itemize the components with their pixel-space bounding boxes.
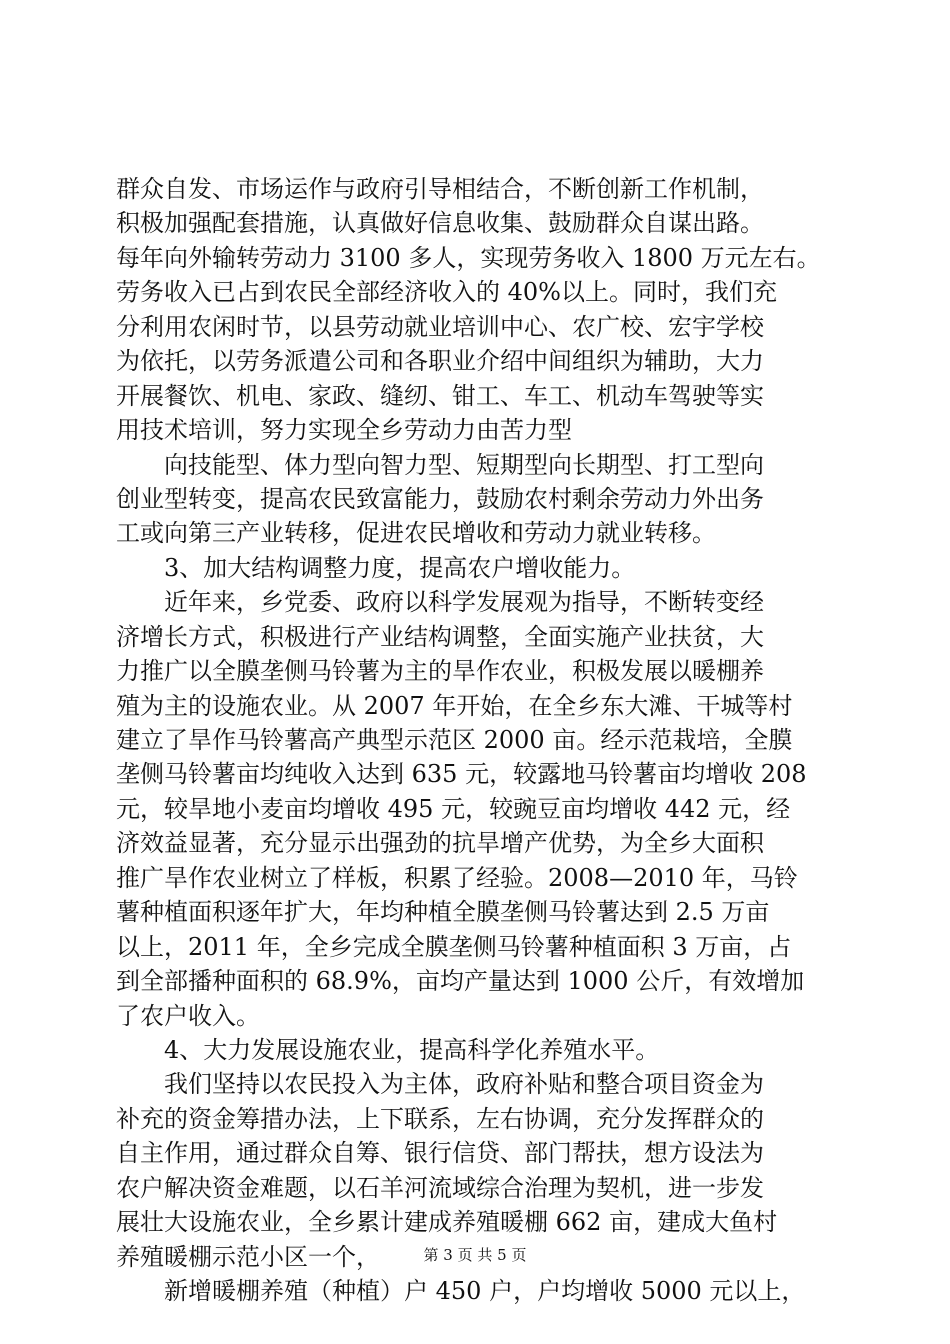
text-line: 工或向第三产业转移，促进农民增收和劳动力就业转移。 — [116, 519, 716, 548]
text-line: 到全部播种面积的 68.9%，亩均产量达到 1000 公斤，有效增加 — [116, 967, 805, 996]
text-line: 近年来，乡党委、政府以科学发展观为指导，不断转变经 — [164, 588, 764, 617]
text-line: 分利用农闲时节，以县劳动就业培训中心、农广校、宏宇学校 — [116, 312, 764, 341]
text-line: 殖为主的设施农业。从 2007 年开始，在全乡东大滩、干城等村 — [116, 691, 793, 720]
text-line: 垄侧马铃薯亩均纯收入达到 635 元，较露地马铃薯亩均增收 208 — [116, 760, 807, 789]
text-line: 元，较旱地小麦亩均增收 495 元，较豌豆亩均增收 442 元，经 — [116, 794, 791, 823]
text-line: 以上，2011 年，全乡完成全膜垄侧马铃薯种植面积 3 万亩，占 — [116, 932, 792, 961]
text-line: 劳务收入已占到农民全部经济收入的 40%以上。同时，我们充 — [116, 278, 777, 307]
text-line: 用技术培训，努力实现全乡劳动力由苦力型 — [116, 416, 572, 445]
text-line: 3、加大结构调整力度，提高农户增收能力。 — [164, 553, 636, 582]
text-line: 开展餐饮、机电、家政、缝纫、钳工、车工、机动车驾驶等实 — [116, 381, 764, 410]
document-body — [116, 172, 841, 1308]
text-line: 为依托，以劳务派遣公司和各职业介绍中间组织为辅助，大力 — [116, 347, 764, 376]
text-line: 补充的资金筹措办法，上下联系，左右协调，充分发挥群众的 — [116, 1104, 764, 1133]
text-line: 了农户收入。 — [116, 1001, 260, 1030]
text-line: 我们坚持以农民投入为主体，政府补贴和整合项目资金为 — [164, 1070, 764, 1099]
text-line: 每年向外输转劳动力 3100 多人，实现劳务收入 1800 万元左右。 — [116, 243, 821, 272]
text-line: 薯种植面积逐年扩大，年均种植全膜垄侧马铃薯达到 2.5 万亩 — [116, 898, 770, 927]
text-line: 向技能型、体力型向智力型、短期型向长期型、打工型向 — [164, 450, 764, 479]
text-line: 建立了旱作马铃薯高产典型示范区 2000 亩。经示范栽培，全膜 — [116, 726, 793, 754]
text-line: 积极加强配套措施，认真做好信息收集、鼓励群众自谋出路。 — [116, 209, 764, 238]
text-line: 推广旱作农业树立了样板，积累了经验。2008—2010 年，马铃 — [116, 863, 798, 892]
text-line: 力推广以全膜垄侧马铃薯为主的旱作农业，积极发展以暖棚养 — [116, 657, 764, 686]
text-line: 群众自发、市场运作与政府引导相结合，不断创新工作机制， — [116, 175, 764, 203]
text-line: 济效益显著，充分显示出强劲的抗旱增产优势，为全乡大面积 — [116, 829, 764, 858]
text-line: 济增长方式，积极进行产业结构调整，全面实施产业扶贫，大 — [116, 622, 764, 651]
text-line: 新增暖棚养殖（种植）户 450 户，户均增收 5000 元以上， — [164, 1277, 806, 1305]
text-line: 自主作用，通过群众自筹、银行信贷、部门帮扶，想方设法为 — [116, 1139, 764, 1168]
text-line: 农户解决资金难题，以石羊河流域综合治理为契机，进一步发 — [116, 1173, 764, 1202]
text-line: 养殖暖棚示范小区一个， — [116, 1242, 380, 1271]
text-line: 创业型转变，提高农民致富能力，鼓励农村剩余劳动力外出务 — [116, 484, 764, 513]
text-line: 4、大力发展设施农业，提高科学化养殖水平。 — [164, 1035, 660, 1064]
text-line: 展壮大设施农业，全乡累计建成养殖暖棚 662 亩，建成大鱼村 — [116, 1208, 778, 1237]
page-footer: 第 3 页 共 5 页 — [423, 1246, 527, 1264]
